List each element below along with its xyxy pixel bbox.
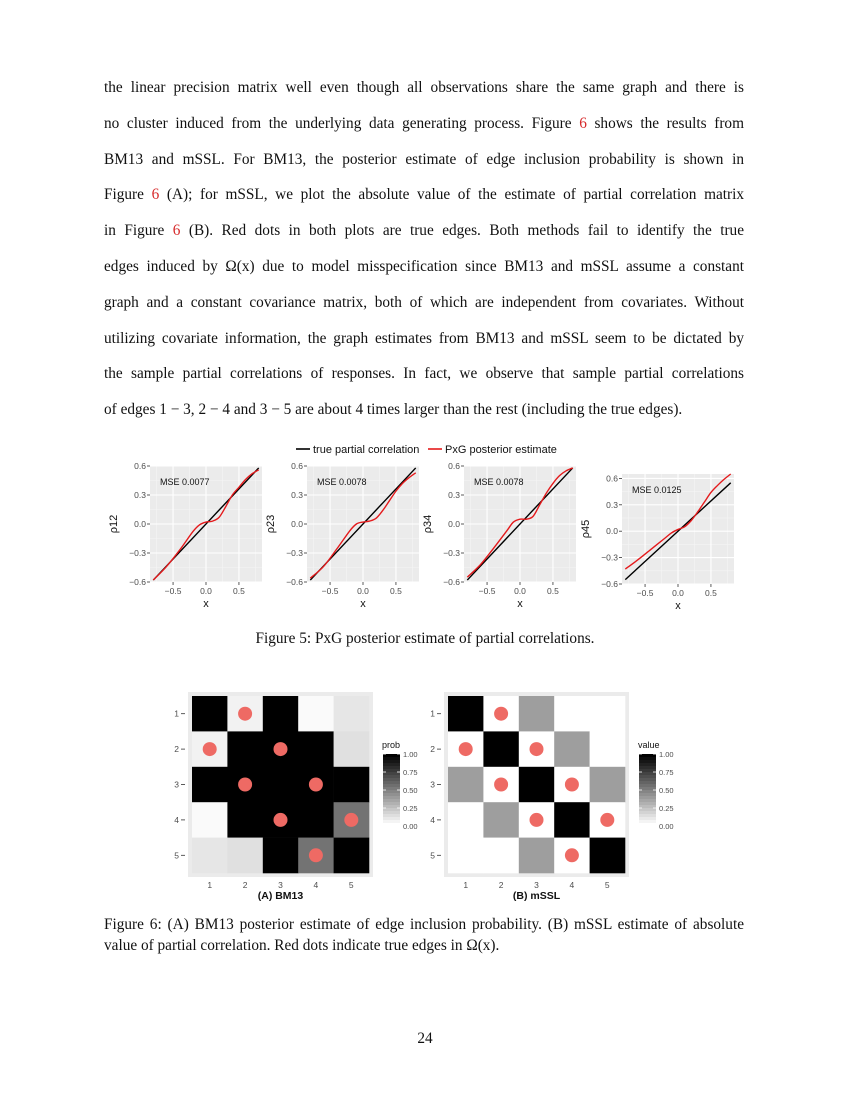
mse-annotation: MSE 0.0077 [160, 477, 210, 487]
body-text: shows the results from [586, 114, 744, 132]
body-text: no cluster induced from the underlying data generating process. Figure [104, 114, 580, 132]
true-edge-dot [238, 707, 252, 721]
body-text: (B). Red dots in both plots are true edges. Both methods fail to identify the true [180, 222, 744, 240]
row-label: 2 [174, 744, 179, 755]
true-edge-dot [238, 778, 252, 792]
heatmap-cell [554, 731, 590, 767]
legend-gradient-step [639, 793, 656, 797]
heatmap-cell [519, 838, 555, 874]
heatmap-cell [334, 767, 370, 803]
figure-5 [100, 436, 750, 616]
heatmap-cell [227, 838, 263, 874]
y-tick-label: 0.3 [606, 499, 618, 510]
row-label: 1 [430, 708, 435, 719]
true-edge-dot [530, 742, 544, 756]
heatmap-cell [192, 802, 228, 838]
row-label: 5 [174, 850, 179, 861]
true-edge-dot [344, 813, 358, 827]
y-tick-label: 0.3 [134, 490, 146, 500]
line-chart-panel [580, 473, 734, 612]
heatmap-cell [263, 838, 299, 874]
y-tick-label: 0.0 [448, 519, 460, 529]
legend-gradient-step [639, 817, 656, 821]
legend-tick-label: 0.25 [659, 804, 674, 813]
heatmap-cell [483, 838, 519, 874]
row-label: 5 [430, 850, 435, 861]
legend-gradient-step [639, 784, 656, 788]
line-chart-panel [265, 461, 419, 610]
true-edge-dot [565, 778, 579, 792]
heatmap-cell [519, 696, 555, 732]
col-label: 5 [604, 880, 610, 890]
row-label: 3 [174, 779, 179, 790]
row-label: 4 [430, 814, 435, 825]
y-axis-label: ρ23 [265, 514, 277, 534]
legend-gradient-step [383, 757, 400, 761]
y-tick-label: 0.6 [134, 461, 146, 471]
body-text: Figure [104, 186, 152, 204]
page-number: 24 [417, 1030, 433, 1047]
legend-tick-label: 0.75 [403, 768, 418, 777]
legend-gradient-step [639, 760, 656, 764]
mse-annotation: MSE 0.0078 [317, 477, 367, 487]
body-line [104, 285, 744, 321]
heatmap-cell [554, 696, 590, 732]
x-tick-label: −0.5 [321, 586, 339, 596]
y-tick-label: 0.3 [291, 490, 303, 500]
y-tick-label: 0.0 [606, 526, 618, 537]
legend-gradient-step [639, 811, 656, 815]
heatmap-cell [263, 767, 299, 803]
body-paragraph [104, 70, 744, 428]
y-tick-label: −0.6 [443, 577, 460, 587]
heatmap-cell [227, 731, 263, 767]
legend-gradient-step [383, 775, 400, 779]
legend-title: value [638, 740, 660, 750]
legend-tick-label: 0.75 [659, 768, 674, 777]
legend-gradient-step [383, 754, 400, 758]
true-edge-dot [309, 778, 323, 792]
x-axis-label: x [203, 598, 209, 610]
body-text: edges induced by Ω(x) due to model misspecification since BM13 and mSSL assume a constant [104, 257, 744, 275]
heatmap-cell [590, 767, 626, 803]
mse-annotation: MSE 0.0125 [632, 485, 682, 495]
legend-tick-label: 0.00 [403, 822, 418, 831]
legend-gradient-step [639, 775, 656, 779]
heatmap-cell [483, 802, 519, 838]
x-axis-label: x [360, 598, 366, 610]
body-line [104, 106, 744, 142]
legend-gradient-step [383, 808, 400, 812]
y-tick-label: −0.6 [601, 579, 618, 589]
legend-gradient-step [639, 820, 656, 824]
legend-gradient-step [383, 781, 400, 785]
legend-label: true partial correlation [313, 444, 420, 456]
heatmap-title: (A) BM13 [257, 890, 304, 902]
heatmap-cell [483, 731, 519, 767]
legend-tick-label: 0.50 [659, 786, 674, 795]
true-edge-dot [274, 742, 288, 756]
legend-tick-label: 0.50 [403, 786, 418, 795]
legend-gradient-step [639, 754, 656, 758]
x-tick-label: 0.0 [357, 586, 369, 596]
figure-6-caption: Figure 6: (A) BM13 posterior estimate of edge inclusion probability. (B) mSSL estimate of absolute value of partial correlation. Red dots indicate true edges in Ω(x). [104, 916, 744, 954]
y-tick-label: 0.0 [291, 519, 303, 529]
true-edge-dot [494, 778, 508, 792]
legend-tick-label: 0.25 [403, 804, 418, 813]
heatmap-cell [298, 696, 334, 732]
true-edge-dot [274, 813, 288, 827]
legend-gradient-step [383, 793, 400, 797]
figure-ref-link[interactable]: 6 [172, 222, 181, 240]
heatmap-cell [448, 838, 484, 874]
x-tick-label: 0.5 [705, 588, 717, 598]
col-label: 1 [463, 880, 469, 890]
true-edge-dot [600, 813, 614, 827]
figure-ref-link[interactable]: 6 [579, 114, 587, 132]
x-tick-label: 0.0 [200, 586, 212, 596]
y-axis-label: ρ45 [580, 519, 592, 539]
legend-gradient-step [383, 766, 400, 770]
legend-gradient-step [383, 778, 400, 782]
heatmap-panel [174, 692, 417, 902]
x-tick-label: 0.0 [672, 588, 684, 598]
legend-gradient-step [639, 814, 656, 818]
legend-tick-label: 1.00 [659, 750, 674, 759]
y-tick-label: 0.0 [134, 519, 146, 529]
col-label: 4 [313, 880, 319, 890]
figure-6 [170, 686, 690, 902]
body-line [104, 392, 744, 428]
heatmap-cell [227, 802, 263, 838]
legend-gradient-step [639, 808, 656, 812]
legend-gradient-step [383, 790, 400, 794]
row-label: 1 [174, 708, 179, 719]
legend-title: prob [382, 740, 401, 750]
body-line [104, 213, 744, 249]
heatmap-cell [448, 767, 484, 803]
heatmap-cell [192, 838, 228, 874]
legend-gradient-step [383, 811, 400, 815]
body-line [104, 249, 744, 285]
heatmap-cell [590, 696, 626, 732]
row-label: 4 [174, 814, 179, 825]
heatmap-panel [430, 692, 673, 902]
y-tick-label: −0.6 [129, 577, 146, 587]
x-tick-label: 0.0 [514, 586, 526, 596]
legend-gradient-step [383, 796, 400, 800]
body-line [104, 177, 744, 213]
heatmap-cell [519, 767, 555, 803]
x-axis-label: x [675, 600, 681, 612]
body-line [104, 356, 744, 392]
legend-gradient-step [639, 763, 656, 767]
true-edge-dot [494, 707, 508, 721]
legend-tick-label: 1.00 [403, 750, 418, 759]
col-label: 2 [498, 880, 504, 890]
legend-tick-label: 0.00 [659, 822, 674, 831]
heatmap-cell [448, 802, 484, 838]
heatmap-title: (B) mSSL [512, 890, 561, 902]
col-label: 3 [534, 880, 539, 890]
figure-5-caption: Figure 5: PxG posterior estimate of partial correlations. [255, 630, 595, 647]
heatmap-cell [192, 767, 228, 803]
heatmap-cell [590, 838, 626, 874]
body-text: of edges 1 − 3, 2 − 4 and 3 − 5 are about 4 times larger than the rest (including the true edges). [104, 401, 683, 419]
y-tick-label: −0.3 [286, 548, 303, 558]
body-text: in Figure [104, 222, 173, 240]
legend-gradient-step [383, 817, 400, 821]
legend-gradient-step [383, 820, 400, 824]
legend-gradient-step [639, 766, 656, 770]
y-axis-label: ρ34 [422, 514, 434, 534]
legend-gradient-step [383, 763, 400, 767]
y-axis-label: ρ12 [108, 514, 120, 534]
line-chart-panel [422, 461, 576, 610]
legend-gradient-step [639, 799, 656, 803]
body-text: the sample partial correlations of responses. In fact, we observe that sample partial correlations [104, 365, 744, 383]
body-text: graph and a constant covariance matrix, both of which are independent from covariates. Without [104, 293, 744, 311]
legend-gradient-step [383, 802, 400, 806]
x-tick-label: −0.5 [636, 588, 654, 598]
true-edge-dot [565, 848, 579, 862]
y-tick-label: −0.6 [286, 577, 303, 587]
legend-gradient-step [639, 778, 656, 782]
legend-gradient-step [383, 784, 400, 788]
x-tick-label: 0.5 [233, 586, 245, 596]
legend-gradient-step [383, 799, 400, 803]
body-text: BM13 and mSSL. For BM13, the posterior estimate of edge inclusion probability is shown in [104, 150, 744, 168]
true-edge-dot [203, 742, 217, 756]
heatmap-cell [298, 802, 334, 838]
col-label: 2 [242, 880, 248, 890]
heatmap-cell [263, 696, 299, 732]
x-tick-label: 0.5 [390, 586, 402, 596]
true-edge-dot [530, 813, 544, 827]
heatmap-cell [192, 696, 228, 732]
legend-label: PxG posterior estimate [445, 444, 557, 456]
body-line [104, 70, 744, 106]
row-label: 3 [430, 779, 435, 790]
y-tick-label: −0.3 [443, 548, 460, 558]
legend-gradient-step [639, 757, 656, 761]
heatmap-cell [334, 838, 370, 874]
true-edge-dot [459, 742, 473, 756]
line-chart-panel [108, 461, 262, 610]
x-tick-label: 0.5 [547, 586, 559, 596]
figure-ref-link[interactable]: 6 [151, 186, 160, 204]
legend-gradient-step [639, 790, 656, 794]
legend-gradient-step [639, 796, 656, 800]
x-axis-label: x [517, 598, 523, 610]
y-tick-label: 0.6 [606, 473, 618, 484]
row-label: 2 [430, 744, 435, 755]
heatmap-cell [590, 731, 626, 767]
heatmap-cell [448, 696, 484, 732]
body-line [104, 321, 744, 357]
legend-gradient-step [383, 760, 400, 764]
col-label: 3 [278, 880, 283, 890]
mse-annotation: MSE 0.0078 [474, 477, 524, 487]
legend-gradient-step [639, 802, 656, 806]
legend-gradient-step [639, 772, 656, 776]
legend-gradient-step [639, 781, 656, 785]
col-label: 1 [207, 880, 213, 890]
heatmap-cell [334, 696, 370, 732]
y-tick-label: −0.3 [129, 548, 146, 558]
true-edge-dot [309, 848, 323, 862]
legend-gradient-step [383, 814, 400, 818]
heatmap-cell [298, 731, 334, 767]
body-line [104, 142, 744, 178]
body-text: (A); for mSSL, we plot the absolute value of the estimate of partial correlation matrix [159, 186, 744, 204]
x-tick-label: −0.5 [164, 586, 182, 596]
body-text: utilizing covariate information, the graph estimates from BM13 and mSSL seem to be dictated by [104, 329, 744, 347]
y-tick-label: −0.3 [601, 552, 618, 563]
y-tick-label: 0.6 [291, 461, 303, 471]
x-tick-label: −0.5 [478, 586, 496, 596]
y-tick-label: 0.3 [448, 490, 460, 500]
body-text: the linear precision matrix well even though all observations share the same graph and there is [104, 79, 744, 96]
legend-gradient-step [383, 772, 400, 776]
heatmap-cell [554, 802, 590, 838]
col-label: 4 [569, 880, 575, 890]
heatmap-cell [334, 731, 370, 767]
col-label: 5 [348, 880, 354, 890]
y-tick-label: 0.6 [448, 461, 460, 471]
